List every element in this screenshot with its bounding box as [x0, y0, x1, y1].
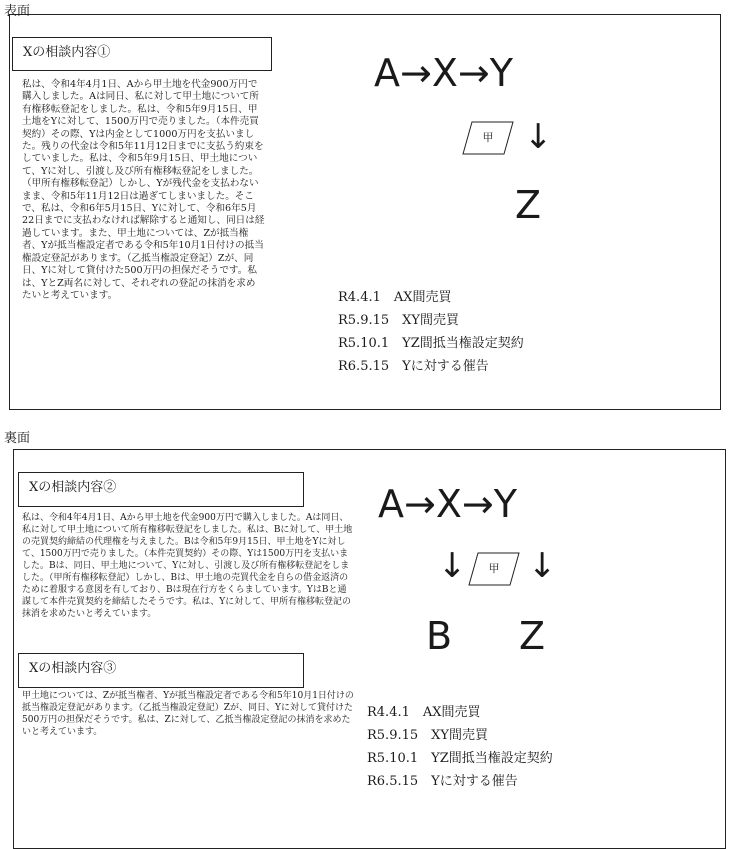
- timeline-entry: R5.9.15 XY間売買: [367, 728, 488, 743]
- back-consultation-text-2: 私は、令和4年4月1日、Aから甲土地を代金900万円で購入しました。Aは同日、私に対して甲土地について所有権移転登記をしました。私は、Bに対して、甲土地の売買契約締結の代理権を与えました。Bは令和5年9月15日、甲土地をYに対して、1500万円で売りました。（本件売買契約）その際、Yは1500万円を支払いました。Bは、同日、甲土地について、Yに対し、引渡し及び所有権移転登記をしました。（甲所有権移転登記）しかし、Bは、甲土地の売買代金を自らの借金返済のために着服する意図を有しており、Bは現在行方をくらましています。YはBと通謀して本件売買契約を締結したそうです。私は、Yに対して、甲所有権移転登記の抹消を求めたいと考えています。: [22, 513, 353, 619]
- back-parcel-box: [468, 552, 520, 586]
- back-title-3: Xの相談内容③: [18, 653, 304, 688]
- back-title-2: Xの相談内容②: [18, 472, 304, 507]
- front-consultation-text: 私は、令和4年4月1日、Aから甲土地を代金900万円で購入しました。Aは同日、私に対して甲土地について所有権移転登記をしました。私は、令和5年9月15日、甲土地をYに対して、1500万円で売りました。（本件売買契約）その際、Yは内金として1000万円を支払いました。残りの代金は令和5年11月12日までに支払う約束をしていました。私は、令和5年9月15日、甲土地について、Yに対し、引渡し及び所有権移転登記をしました。（甲所有権移転登記）しかし、Yが残代金を支払わないまま、令和5年11月12日は過ぎてしまいました。そこで、私は、令和6年5月15日、Yに対して、令和6年5月22日までに支払わなければ解除すると通知し、同日は経過しています。また、甲土地については、Zが抵当権者、Yが抵当権設定者である令和5年10月1日付けの抵当権設定登記があります。（乙抵当権設定登記）Zが、同日、Yに対して貸付けた500万円の担保だそうです。私は、YとZ両名に対して、それぞれの登記の抹消を求めたいと考えています。: [22, 79, 265, 301]
- timeline-entry: R4.4.1 AX間売買: [338, 290, 452, 305]
- timeline-entry: R4.4.1 AX間売買: [367, 705, 481, 720]
- front-title: Xの相談内容①: [12, 37, 272, 71]
- timeline-entry: R6.5.15 Yに対する催告: [338, 359, 489, 374]
- timeline-entry: R5.10.1 YZ間抵当権設定契約: [367, 751, 553, 766]
- back-panel: [13, 449, 726, 849]
- timeline-entry: R5.10.1 YZ間抵当権設定契約: [338, 336, 524, 351]
- back-side-label: 裏面: [4, 431, 31, 446]
- back-timeline: [367, 701, 553, 793]
- front-parcel-box: [462, 121, 514, 155]
- timeline-entry: R5.9.15 XY間売買: [338, 313, 459, 328]
- front-parcel-label: 甲: [482, 131, 494, 144]
- back-parcel-label: 甲: [488, 562, 500, 575]
- front-timeline: [338, 286, 524, 378]
- back-down-arrow-right: ↓: [528, 546, 557, 586]
- front-party-chain: A→X→Y: [374, 51, 513, 95]
- front-side-label: 表面: [4, 4, 31, 19]
- back-party-z: Z: [519, 614, 546, 658]
- front-panel: [9, 14, 721, 410]
- back-party-chain: A→X→Y: [378, 482, 517, 526]
- front-down-arrow: ↓: [524, 117, 553, 157]
- back-down-arrow-left: ↓: [438, 546, 467, 586]
- timeline-entry: R6.5.15 Yに対する催告: [367, 774, 518, 789]
- back-consultation-text-3: 甲土地については、Zが抵当権者、Yが抵当権設定者である令和5年10月1日付けの抵当権設定登記があります。（乙抵当権設定登記）Zが、同日、Yに対して貸付けた500万円の担保だそうです。私は、Zに対して、乙抵当権設定登記の抹消を求めたいと考えています。: [22, 691, 354, 737]
- back-party-b: B: [426, 614, 453, 658]
- front-party-z: Z: [515, 183, 542, 227]
